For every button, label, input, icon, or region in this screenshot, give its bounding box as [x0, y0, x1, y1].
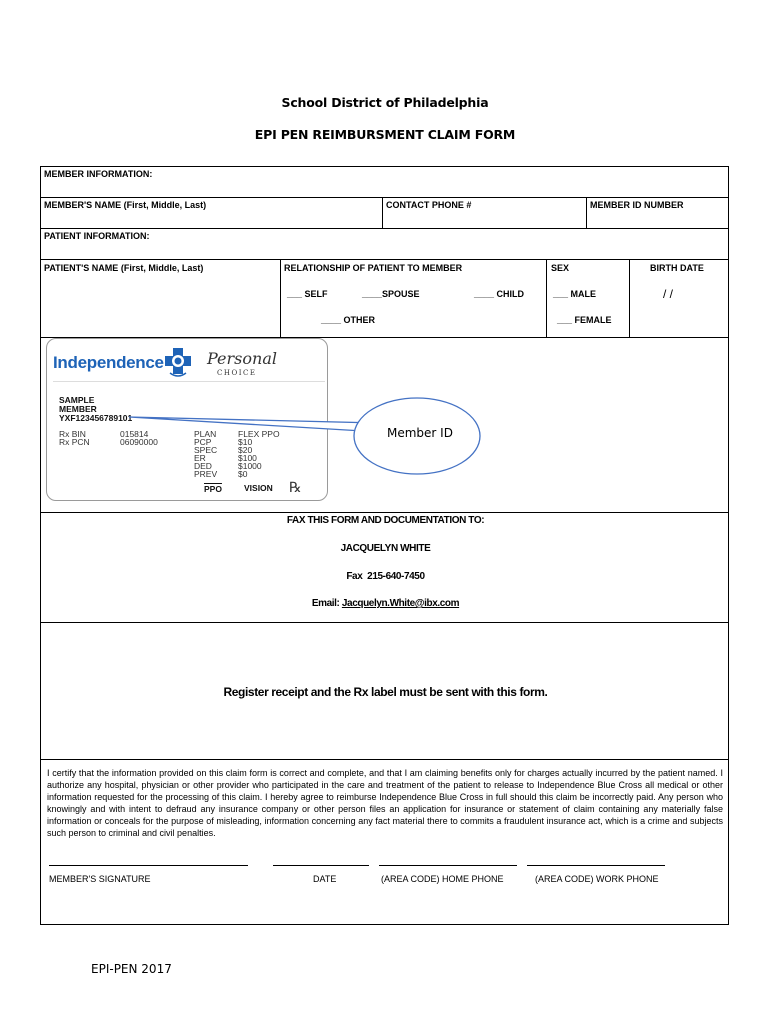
rx-pcn-label: Rx PCN — [59, 437, 90, 447]
benefit-label: PREV — [194, 469, 218, 479]
benefit-value: $1000 — [238, 461, 262, 471]
relationship-self-option[interactable]: ___ SELF — [287, 289, 328, 299]
date-line[interactable] — [273, 865, 369, 866]
member-id-callout-pointer — [41, 167, 730, 512]
divider — [41, 759, 728, 760]
patient-info-heading: PATIENT INFORMATION: — [44, 231, 150, 241]
benefit-value: $10 — [238, 437, 253, 447]
fax-number: Fax 215-640-7450 — [346, 571, 425, 582]
sex-label: SEX — [551, 263, 570, 273]
divider — [41, 622, 728, 623]
date-label: DATE — [313, 874, 337, 884]
fax-instruction: FAX THIS FORM AND DOCUMENTATION TO: — [286, 515, 485, 526]
benefit-value: $100 — [238, 453, 257, 463]
card-member-line: SAMPLE — [59, 395, 95, 405]
benefit-label: PCP — [194, 437, 212, 447]
rx-bin-value: 015814 — [120, 429, 149, 439]
home-phone-line[interactable] — [379, 865, 517, 866]
rx-pcn-value: 06090000 — [120, 437, 158, 447]
birth-date-label: BIRTH DATE — [650, 263, 704, 273]
benefit-value: $0 — [238, 469, 248, 479]
contact-phone-label: CONTACT PHONE # — [386, 200, 472, 210]
home-phone-label: (AREA CODE) HOME PHONE — [381, 874, 504, 884]
benefit-value: FLEX PPO — [238, 429, 280, 439]
rx-icon: ℞ — [289, 479, 302, 495]
member-name-label: MEMBER'S NAME (First, Middle, Last) — [44, 200, 207, 210]
work-phone-line[interactable] — [527, 865, 665, 866]
footer-code: EPI-PEN 2017 — [91, 962, 172, 976]
birth-date-field[interactable]: / / — [663, 287, 674, 301]
member-info-heading: MEMBER INFORMATION: — [44, 169, 153, 179]
ppo-logo: $\overline{PPO}$ — [204, 484, 222, 494]
signature-label: MEMBER'S SIGNATURE — [49, 874, 151, 884]
claim-form — [40, 166, 729, 925]
independence-logo: Independence — [53, 353, 164, 372]
vision-label: VISION — [244, 483, 273, 493]
rx-bin-label: Rx BIN — [59, 429, 86, 439]
email-link[interactable]: Jacquelyn.White@ibx.com — [341, 598, 460, 609]
benefit-value: $20 — [238, 445, 253, 455]
sex-male-option[interactable]: ___ MALE — [553, 289, 597, 299]
benefit-label: DED — [194, 461, 212, 471]
benefit-label: PLAN — [194, 429, 217, 439]
certification-text: I certify that the information provided on this claim form is correct and complete, and that I am claiming benefits only for charges actually incurred by the patient named. I authorize any hospital, physician or other provider who participated in the care and treatment of the patient to release to Independence Blue Cross all medical or other information requested for the processing of this claim. I hereby agree to reimburse Independence Blue Cross in full should this claim be incorrectly paid. Any person who knowingly and with intent to defraud any insurance company or other person files an application for insurance or statement of claim containing any materially false information or conceals for the purpose of misleading, information concerning any fact material there to commits a fraudulent insurance act, which is a crime and subjects such person to criminal and civil penalties. — [47, 768, 723, 839]
school-name: School District of Philadelphia — [281, 95, 489, 110]
relationship-label: RELATIONSHIP OF PATIENT TO MEMBER — [284, 263, 463, 273]
fax-email: Email: Jacquelyn.White@ibx.com — [311, 598, 460, 609]
benefit-label: SPEC — [194, 445, 218, 455]
sex-female-option[interactable]: ___ FEMALE — [557, 315, 612, 325]
relationship-spouse-option[interactable]: ____SPOUSE — [362, 289, 420, 299]
signature-line[interactable] — [49, 865, 248, 866]
divider — [41, 512, 728, 513]
form-title: EPI PEN REIMBURSMENT CLAIM FORM — [254, 127, 516, 142]
personal-choice-logo: Personal — [207, 349, 277, 368]
relationship-other-option[interactable]: ____ OTHER — [321, 315, 376, 325]
fax-contact-name: JACQUELYN WHITE — [340, 543, 431, 554]
work-phone-label: (AREA CODE) WORK PHONE — [535, 874, 659, 884]
member-id-label: MEMBER ID NUMBER — [590, 200, 684, 210]
card-member-line: MEMBER — [59, 404, 97, 414]
receipt-note: Register receipt and the Rx label must be sent with this form. — [223, 685, 548, 699]
relationship-child-option[interactable]: ____ CHILD — [474, 289, 525, 299]
patient-name-label: PATIENT'S NAME (First, Middle, Last) — [44, 263, 204, 273]
card-member-id: YXF123456789101 — [59, 413, 133, 423]
choice-wordmark: CHOICE — [217, 369, 257, 377]
member-id-callout: Member ID — [387, 426, 453, 440]
benefit-label: ER — [194, 453, 206, 463]
